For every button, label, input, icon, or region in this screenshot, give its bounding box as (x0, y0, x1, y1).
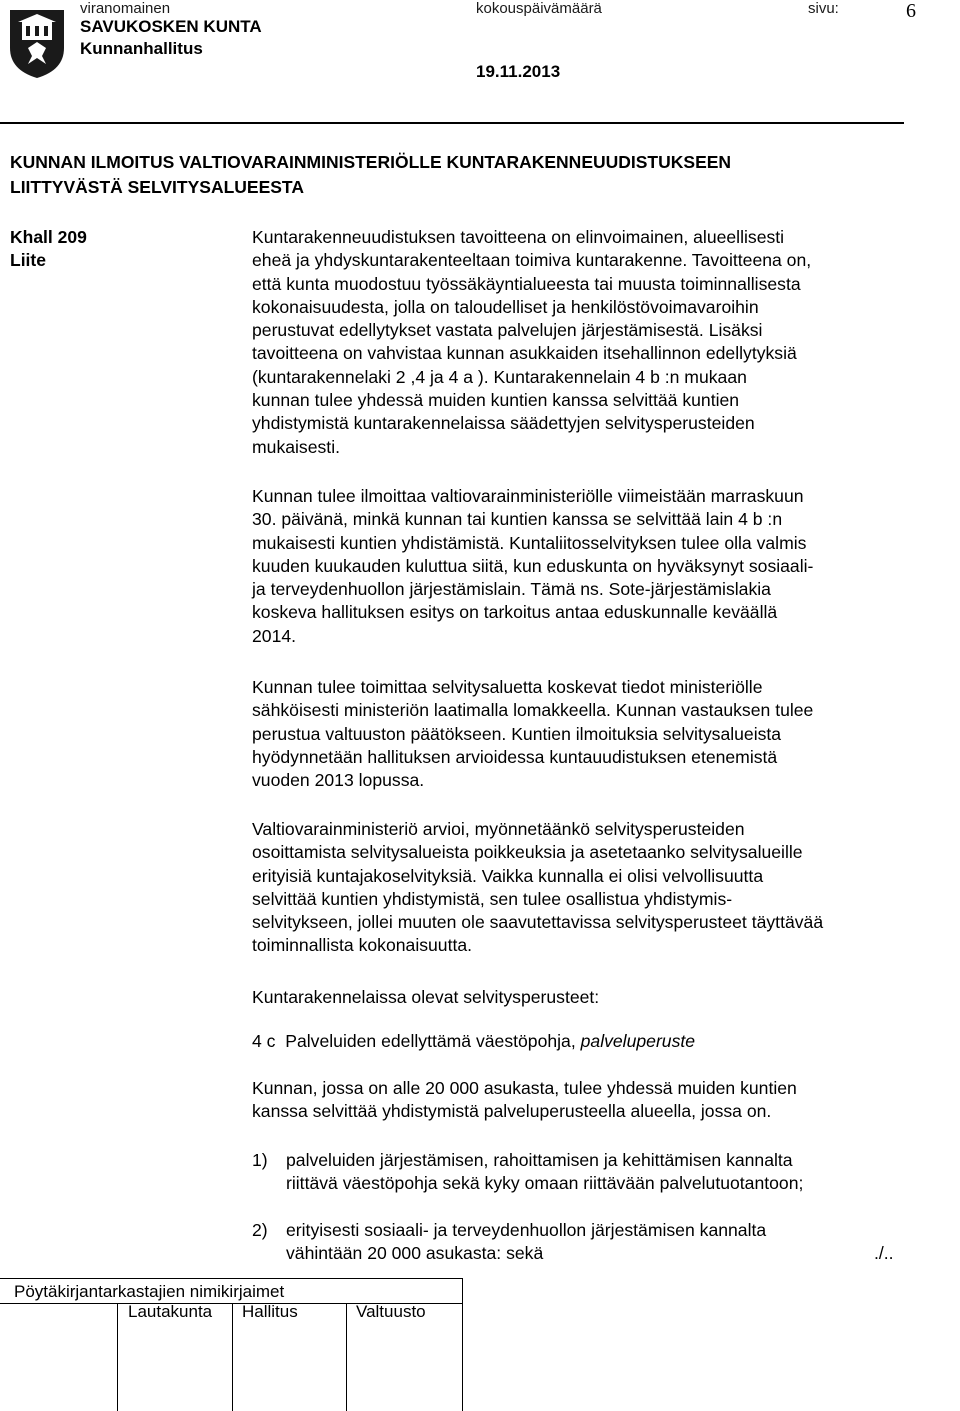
text-line: (kuntarakennelaki 2 ,4 ja 4 a ). Kuntarakennelain 4 b :n mukaan (252, 366, 747, 387)
signature-column-divider (346, 1304, 347, 1411)
continued-marker: ./.. (874, 1243, 894, 1263)
text-line: kokonaisuudesta, jolla on taloudelliset ja henkilöstövoimavaroihin (252, 296, 759, 317)
signature-label-government: Hallitus (242, 1302, 298, 1321)
paragraph-1 (252, 226, 932, 459)
list-item-text (286, 1219, 926, 1266)
municipality-coat-of-arms (8, 8, 66, 80)
text-line: yhdistymistä kuntarakennelaissa säädettyjen selvitysperusteiden (252, 413, 755, 434)
signature-heading: Pöytäkirjantarkastajien nimikirjaimet (14, 1282, 285, 1301)
signature-column-divider (232, 1304, 233, 1411)
section-heading-prefix: 4 c Palveluiden edellyttämä väestöpohja, (252, 1031, 581, 1051)
header-label-page: sivu: (808, 0, 839, 17)
text-line: perustua valtuuston päätökseen. Kuntien ilmoituksia selvitysalueista (252, 723, 782, 744)
header-divider (0, 122, 904, 124)
attachment-label: Liite (10, 250, 46, 270)
list-item-text (286, 1149, 926, 1196)
paragraph-3 (252, 676, 932, 792)
text-line: eheä ja yhdyskuntarakenteeltaan toimiva kuntarakenne. Tavoitteena on, (252, 250, 812, 271)
section-heading-4c (252, 1030, 932, 1053)
text-line: mukaisesti kuntien yhdistämistä. Kuntaliitosselvityksen tulee olla valmis (252, 532, 807, 553)
text-line: hyödynnetään hallituksen arvioidessa kuntauudistuksen etenemistä (252, 746, 778, 767)
document-title (10, 150, 910, 200)
text-line: ja terveydenhuollon järjestämislain. Tämä ns. Sote-järjestämislakia (252, 579, 771, 600)
text-line: että kunta muodostuu työssäkäyntialueesta tai muusta toiminnallisesta (252, 273, 801, 294)
paragraph-5 (252, 986, 932, 1009)
text-line: riittävä väestöpohja sekä kyky omaan riittävään palvelutuotantoon; (286, 1173, 804, 1194)
text-line: Kunnan tulee toimittaa selvitysaluetta koskevat tiedot ministeriölle (252, 677, 763, 697)
text-line: vuoden 2013 lopussa. (252, 770, 425, 791)
list-item (252, 1219, 932, 1267)
text-line: osoittamista selvitysalueista poikkeuksia ja asetetaanko selvitysalueille (252, 842, 803, 863)
text-line: erityisiä kuntajakoselvityksiä. Vaikka kunnalla ei olisi velvollisuutta (252, 865, 764, 886)
list-item-number: 2) (252, 1220, 268, 1240)
org-name: SAVUKOSKEN KUNTA (80, 17, 262, 36)
list-item (252, 1149, 932, 1197)
header-label-date: kokouspäivämäärä (476, 0, 602, 17)
signature-column-divider (117, 1304, 118, 1411)
text-line: erityisesti sosiaali- ja terveydenhuollon järjestämisen kannalta (286, 1220, 767, 1240)
text-line: Kunnan tulee ilmoittaa valtiovarainministeriölle viimeistään marraskuun (252, 486, 804, 506)
text-line (252, 1030, 932, 1053)
text-line: kunnan tulee yhdessä muiden kuntien kanssa selvittää kuntien (252, 390, 740, 411)
text-line: palveluiden järjestämisen, rahoittamisen ja kehittämisen kannalta (286, 1150, 793, 1170)
signature-label-board: Lautakunta (128, 1302, 213, 1321)
text-line: selvittää kuntien yhdistymistä, sen tulee osallistua yhdistymis- (252, 888, 733, 909)
paragraph-6 (252, 1077, 932, 1124)
text-line: Kunnan, jossa on alle 20 000 asukasta, tulee yhdessä muiden kuntien (252, 1078, 797, 1098)
text-line: kuuden kuukauden kuluttua siitä, kun eduskunta on hyväksynyt sosiaali- (252, 555, 814, 576)
section-reference: Khall 209 (10, 227, 87, 247)
list-item-number: 1) (252, 1150, 268, 1170)
text-line: kanssa selvittää yhdistymistä palveluperusteella alueella, jossa on. (252, 1101, 772, 1122)
meeting-date: 19.11.2013 (476, 62, 561, 81)
text-line: koskeva hallituksen esitys on tarkoitus antaa eduskunnalle keväällä (252, 602, 778, 623)
text-line: tavoitteena on vahvistaa kunnan asukkaiden itsehallinnon edellytyksiä (252, 343, 797, 364)
text-line: 2014. (252, 625, 297, 646)
title-line-2: LIITTYVÄSTÄ SELVITYSALUEESTA (10, 177, 304, 197)
title-line-1: KUNNAN ILMOITUS VALTIOVARAINMINISTERIÖLLE KUNTARAKENNEUUDISTUKSEEN (10, 152, 732, 172)
paragraph-4 (252, 818, 932, 958)
signature-box (0, 1278, 463, 1411)
header-label-authority: viranomainen (80, 0, 171, 17)
text-line: Valtiovarainministeriö arvioi, myönnetäänkö selvitysperusteiden (252, 819, 745, 839)
text-line: mukaisesti. (252, 436, 340, 457)
text-line: toiminnallista kokonaisuutta. (252, 935, 473, 956)
text-line: Kuntarakenneuudistuksen tavoitteena on elinvoimainen, alueellisesti (252, 227, 785, 247)
paragraph-2 (252, 485, 932, 648)
page-number: 6 (906, 0, 916, 22)
text-line: selvitykseen, jollei muuten ole saavutettavissa selvitysperusteet täyttävää (252, 912, 824, 933)
text-line: perustuvat edellytykset vastata palvelujen järjestämisestä. Lisäksi (252, 320, 763, 341)
text-line: Kuntarakennelaissa olevat selvitysperusteet: (252, 987, 600, 1007)
text-line: 30. päivänä, minkä kunnan tai kuntien kanssa se selvittää lain 4 b :n (252, 509, 783, 530)
section-heading-italic: palveluperuste (580, 1031, 696, 1051)
text-line: vähintään 20 000 asukasta: sekä (286, 1243, 544, 1264)
text-line: sähköisesti ministeriön laatimalla lomakkeella. Kunnan vastauksen tulee (252, 700, 814, 721)
signature-label-council: Valtuusto (356, 1302, 426, 1321)
body-name: Kunnanhallitus (80, 39, 203, 58)
